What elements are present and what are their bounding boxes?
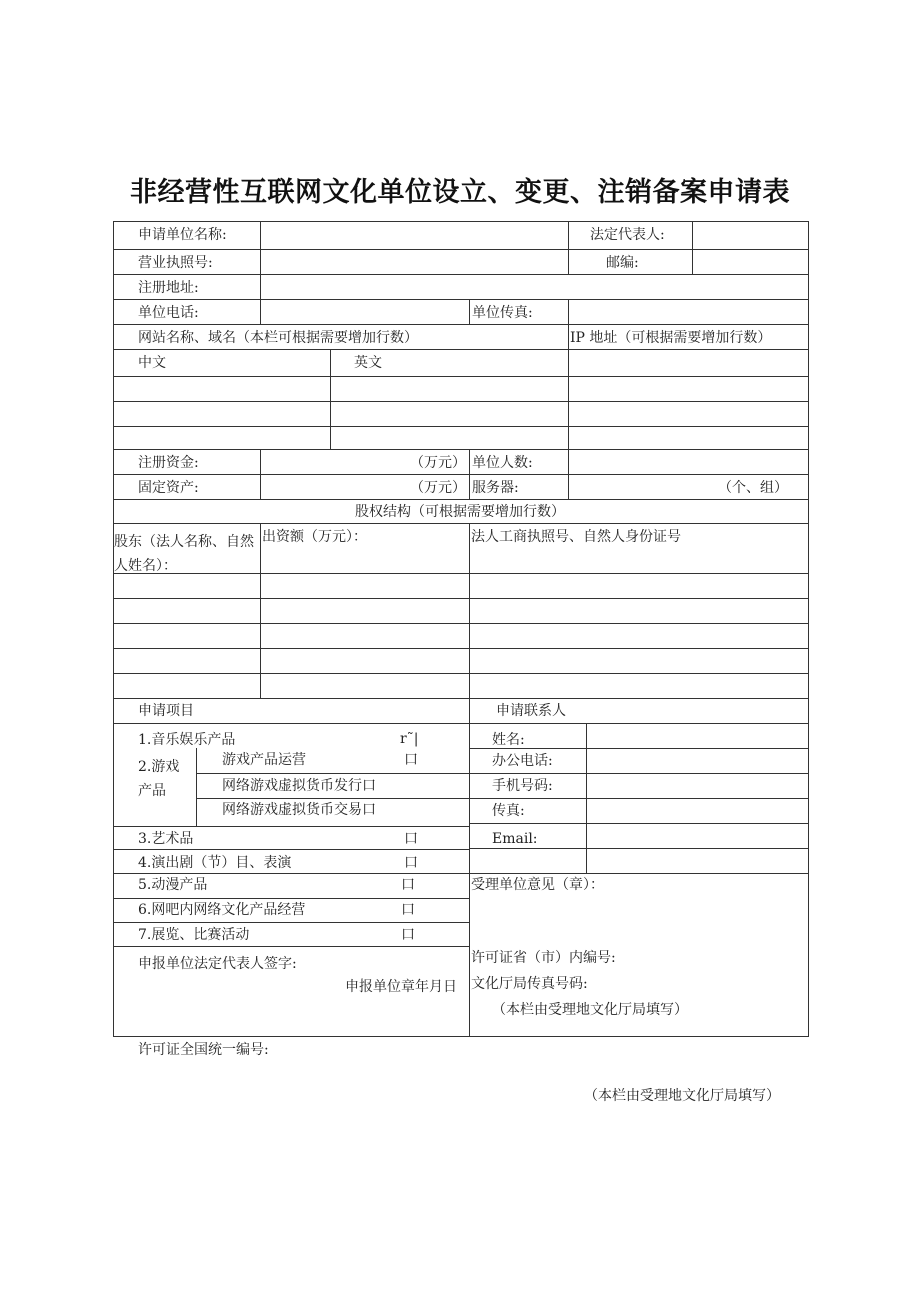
item-game-trade-label[interactable]: 网络游戏虚拟货币交易口 <box>222 802 376 818</box>
opinion-note: （本栏由受理地文化厅局填写） <box>492 1002 688 1018</box>
item-anime-label: 5.动漫产品 <box>138 877 208 893</box>
shareholder-label: 股东（法人名称、自然人姓名）： <box>114 534 254 574</box>
postcode-field[interactable] <box>694 251 807 273</box>
contact-mobile-label: 手机号码: <box>492 778 553 794</box>
permit-number-label: 许可证省（市）内编号: <box>471 950 616 966</box>
item-netbar-label: 6.网吧内网络文化产品经营 <box>138 902 306 918</box>
phone-field[interactable] <box>262 301 468 323</box>
legal-rep-field[interactable] <box>694 223 807 248</box>
postcode-label: 邮编: <box>606 255 639 271</box>
ip-header: IP 地址（可根据需要增加行数） <box>570 330 772 346</box>
fixed-assets-unit: （万元） <box>410 480 466 496</box>
contact-name-field[interactable] <box>588 725 807 747</box>
legal-rep-label: 法定代表人: <box>590 227 665 243</box>
contact-office-field[interactable] <box>588 750 807 772</box>
item-game-ops-label: 游戏产品运营 <box>222 752 306 768</box>
chinese-label: 中文 <box>138 355 166 371</box>
registered-capital-label: 注册资金: <box>138 455 199 471</box>
fixed-assets-label: 固定资产: <box>138 480 199 496</box>
website-header: 网站名称、域名（本栏可根据需要增加行数） <box>138 330 418 346</box>
contact-mobile-field[interactable] <box>588 775 807 797</box>
items-header: 申请项目 <box>138 703 194 719</box>
item-netbar-checkbox[interactable]: 口 <box>401 902 415 918</box>
bureau-fax-label: 文化厅局传真号码: <box>471 976 588 992</box>
id-number-label: 法人工商执照号、自然人身份证号 <box>471 529 681 545</box>
contact-office-label: 办公电话: <box>492 753 553 769</box>
contact-email-label: Email: <box>492 831 538 847</box>
item-game-issue-label[interactable]: 网络游戏虚拟货币发行口 <box>222 778 376 794</box>
fax-field[interactable] <box>570 301 807 323</box>
item-music-label: 1.音乐娱乐产品 <box>138 732 236 748</box>
server-label: 服务器: <box>472 480 519 496</box>
equity-header: 股权结构（可根据需要增加行数） <box>355 504 565 520</box>
item-game-label: 2.游戏产品 <box>138 759 180 799</box>
applicant-name-label: 申请单位名称: <box>138 227 227 243</box>
item-art-label: 3.艺术品 <box>138 831 194 847</box>
staff-label: 单位人数: <box>472 455 533 471</box>
applicant-name-field[interactable] <box>262 223 567 248</box>
national-number-label: 许可证全国统一编号: <box>138 1042 269 1058</box>
server-unit: （个、组） <box>718 480 788 496</box>
footer-note: （本栏由受理地文化厅局填写） <box>584 1088 780 1104</box>
page-title: 非经营性互联网文化单位设立、变更、注销备案申请表 <box>130 177 790 208</box>
address-field[interactable] <box>262 276 807 298</box>
signature-stamp: 申报单位章年月日 <box>345 979 457 995</box>
signature-label: 申报单位法定代表人签字: <box>138 956 297 972</box>
registered-capital-unit: （万元） <box>410 455 466 471</box>
license-label: 营业执照号: <box>138 255 213 271</box>
contact-name-label: 姓名: <box>492 732 525 748</box>
item-show-label: 4.演出剧（节）目、表演 <box>138 855 292 871</box>
investment-label: 出资额（万元）： <box>262 529 367 545</box>
contact-email-field[interactable] <box>588 825 807 847</box>
address-label: 注册地址: <box>138 280 199 296</box>
fax-label: 单位传真: <box>472 305 533 321</box>
item-music-checkbox[interactable]: r˜| <box>400 731 419 747</box>
contact-header: 申请联系人 <box>496 703 566 719</box>
opinion-label: 受理单位意见（章）： <box>471 877 604 893</box>
item-anime-checkbox[interactable]: 口 <box>401 877 415 893</box>
item-expo-label: 7.展览、比赛活动 <box>138 927 250 943</box>
english-label: 英文 <box>354 355 382 371</box>
item-expo-checkbox[interactable]: 口 <box>401 927 415 943</box>
item-show-checkbox[interactable]: 口 <box>404 855 418 871</box>
phone-label: 单位电话: <box>138 305 199 321</box>
item-art-checkbox[interactable]: 口 <box>404 831 418 847</box>
contact-fax-label: 传真: <box>492 803 525 819</box>
item-game-ops-checkbox[interactable]: 口 <box>404 752 418 768</box>
license-field[interactable] <box>262 251 567 273</box>
contact-fax-field[interactable] <box>588 800 807 822</box>
